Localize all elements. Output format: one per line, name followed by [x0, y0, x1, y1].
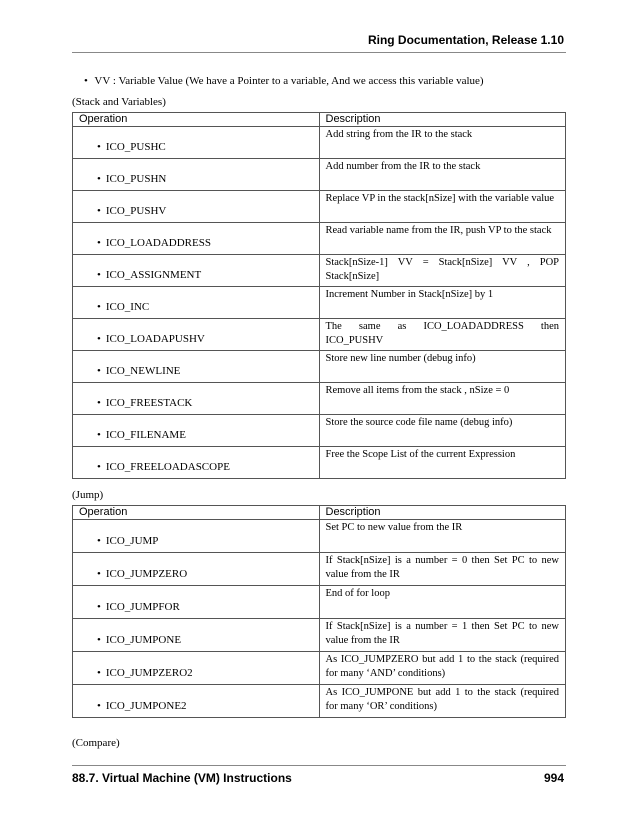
- bullet-dot: •: [97, 535, 101, 547]
- table-row: [73, 255, 566, 287]
- operation-bullet-item: [97, 269, 201, 281]
- table-row: [73, 127, 566, 159]
- section-caption-jump: (Jump): [72, 489, 104, 501]
- operation-bullet-item: [97, 141, 166, 153]
- table-row: [73, 520, 566, 553]
- footer-divider: [72, 765, 566, 766]
- description-cell: Add number from the IR to the stack: [319, 159, 566, 191]
- operation-name: ICO_FREESTACK: [105, 397, 193, 409]
- operation-cell: [73, 383, 320, 415]
- column-header-operation: Operation: [73, 113, 320, 127]
- footer-page-number: 994: [543, 771, 564, 785]
- section-caption-compare: (Compare): [72, 737, 120, 749]
- table-row: [73, 652, 566, 685]
- operation-cell: [73, 685, 320, 718]
- column-header-description: Description: [319, 113, 566, 127]
- operation-bullet-item: [97, 700, 187, 712]
- operation-name: ICO_JUMPONE2: [105, 700, 187, 712]
- operation-cell: [73, 319, 320, 351]
- operation-bullet-item: [97, 205, 166, 217]
- operation-name: ICO_ASSIGNMENT: [105, 269, 202, 281]
- description-cell: Store new line number (debug info): [319, 351, 566, 383]
- operation-name: ICO_JUMPZERO2: [105, 667, 193, 679]
- operation-cell: [73, 159, 320, 191]
- bullet-dot: •: [97, 333, 101, 345]
- page-header-title: Ring Documentation, Release 1.10: [367, 33, 564, 47]
- description-cell: Read variable name from the IR, push VP to the stack: [319, 223, 566, 255]
- bullet-dot: •: [97, 365, 101, 377]
- jump-table: [72, 505, 566, 718]
- operation-bullet-item: [97, 397, 192, 409]
- operation-cell: [73, 287, 320, 319]
- description-cell: End of for loop: [319, 586, 566, 619]
- table-row: [73, 223, 566, 255]
- description-cell: As ICO_JUMPONE but add 1 to the stack (required for many ‘OR’ conditions): [319, 685, 566, 718]
- table-row: [73, 447, 566, 479]
- section-caption-stack: (Stack and Variables): [72, 96, 166, 108]
- bullet-dot: •: [97, 397, 101, 409]
- description-cell: Free the Scope List of the current Expression: [319, 447, 566, 479]
- bullet-dot: •: [97, 667, 101, 679]
- bullet-dot: •: [97, 237, 101, 249]
- operation-cell: [73, 520, 320, 553]
- table-row: [73, 159, 566, 191]
- footer-section-title: 88.7. Virtual Machine (VM) Instructions: [72, 771, 292, 785]
- description-cell: If Stack[nSize] is a number = 1 then Set PC to new value from the IR: [319, 619, 566, 652]
- bullet-dot: •: [97, 141, 101, 153]
- description-cell: Replace VP in the stack[nSize] with the variable value: [319, 191, 566, 223]
- operation-cell: [73, 586, 320, 619]
- bullet-dot: •: [84, 75, 88, 87]
- operation-name: ICO_FREELOADASCOPE: [105, 461, 230, 473]
- column-header-operation: Operation: [73, 506, 320, 520]
- operation-bullet-item: [97, 568, 187, 580]
- operation-name: ICO_PUSHN: [105, 173, 167, 185]
- table-row: [73, 319, 566, 351]
- operation-name: ICO_JUMP: [105, 535, 159, 547]
- operation-name: ICO_NEWLINE: [105, 365, 181, 377]
- operation-cell: [73, 351, 320, 383]
- operation-bullet-item: [97, 365, 180, 377]
- operation-name: ICO_FILENAME: [105, 429, 186, 441]
- operation-cell: [73, 223, 320, 255]
- operation-name: ICO_PUSHV: [105, 205, 167, 217]
- operation-name: ICO_JUMPZERO: [105, 568, 188, 580]
- table-row: [73, 586, 566, 619]
- operation-bullet-item: [97, 301, 149, 313]
- operation-bullet-item: [97, 429, 186, 441]
- bullet-dot: •: [97, 461, 101, 473]
- table-header-row: [73, 506, 566, 520]
- header-divider: [72, 52, 566, 53]
- table-row: [73, 685, 566, 718]
- description-cell: As ICO_JUMPZERO but add 1 to the stack (required for many ‘AND’ conditions): [319, 652, 566, 685]
- bullet-dot: •: [97, 173, 101, 185]
- operation-cell: [73, 553, 320, 586]
- intro-bullet-text: VV : Variable Value (We have a Pointer to a variable, And we access this variable value): [94, 75, 484, 87]
- description-cell: If Stack[nSize] is a number = 0 then Set PC to new value from the IR: [319, 553, 566, 586]
- operation-name: ICO_PUSHC: [105, 141, 166, 153]
- operation-cell: [73, 415, 320, 447]
- intro-bullet: [84, 75, 484, 87]
- description-cell: The same as ICO_LOADADDRESS then ICO_PUSHV: [319, 319, 566, 351]
- operation-bullet-item: [97, 667, 193, 679]
- operation-bullet-item: [97, 237, 211, 249]
- column-header-description: Description: [319, 506, 566, 520]
- operation-name: ICO_LOADAPUSHV: [105, 333, 205, 345]
- bullet-dot: •: [97, 205, 101, 217]
- operation-cell: [73, 255, 320, 287]
- description-cell: Store the source code file name (debug info): [319, 415, 566, 447]
- description-cell: Set PC to new value from the IR: [319, 520, 566, 553]
- table-row: [73, 553, 566, 586]
- table-row: [73, 383, 566, 415]
- table-header-row: [73, 113, 566, 127]
- description-cell: Stack[nSize-1] VV = Stack[nSize] VV , POP Stack[nSize]: [319, 255, 566, 287]
- operation-bullet-item: [97, 173, 166, 185]
- operation-cell: [73, 619, 320, 652]
- operation-bullet-item: [97, 333, 205, 345]
- bullet-dot: •: [97, 568, 101, 580]
- bullet-dot: •: [97, 301, 101, 313]
- operation-name: ICO_LOADADDRESS: [105, 237, 211, 249]
- table-row: [73, 415, 566, 447]
- operation-cell: [73, 652, 320, 685]
- table-row: [73, 351, 566, 383]
- bullet-dot: •: [97, 429, 101, 441]
- description-cell: Remove all items from the stack , nSize = 0: [319, 383, 566, 415]
- table-row: [73, 191, 566, 223]
- operation-bullet-item: [97, 601, 180, 613]
- operation-cell: [73, 127, 320, 159]
- bullet-dot: •: [97, 700, 101, 712]
- operation-name: ICO_JUMPFOR: [105, 601, 180, 613]
- description-cell: Add string from the IR to the stack: [319, 127, 566, 159]
- table-body: [73, 127, 566, 479]
- bullet-dot: •: [97, 634, 101, 646]
- bullet-dot: •: [97, 269, 101, 281]
- operation-bullet-item: [97, 461, 230, 473]
- operation-bullet-item: [97, 535, 158, 547]
- operation-name: ICO_JUMPONE: [105, 634, 182, 646]
- description-cell: Increment Number in Stack[nSize] by 1: [319, 287, 566, 319]
- bullet-dot: •: [97, 601, 101, 613]
- table-body: [73, 520, 566, 718]
- operation-bullet-item: [97, 634, 181, 646]
- operation-name: ICO_INC: [105, 301, 150, 313]
- operation-cell: [73, 191, 320, 223]
- table-row: [73, 287, 566, 319]
- operation-cell: [73, 447, 320, 479]
- stack-variables-table: [72, 112, 566, 479]
- table-row: [73, 619, 566, 652]
